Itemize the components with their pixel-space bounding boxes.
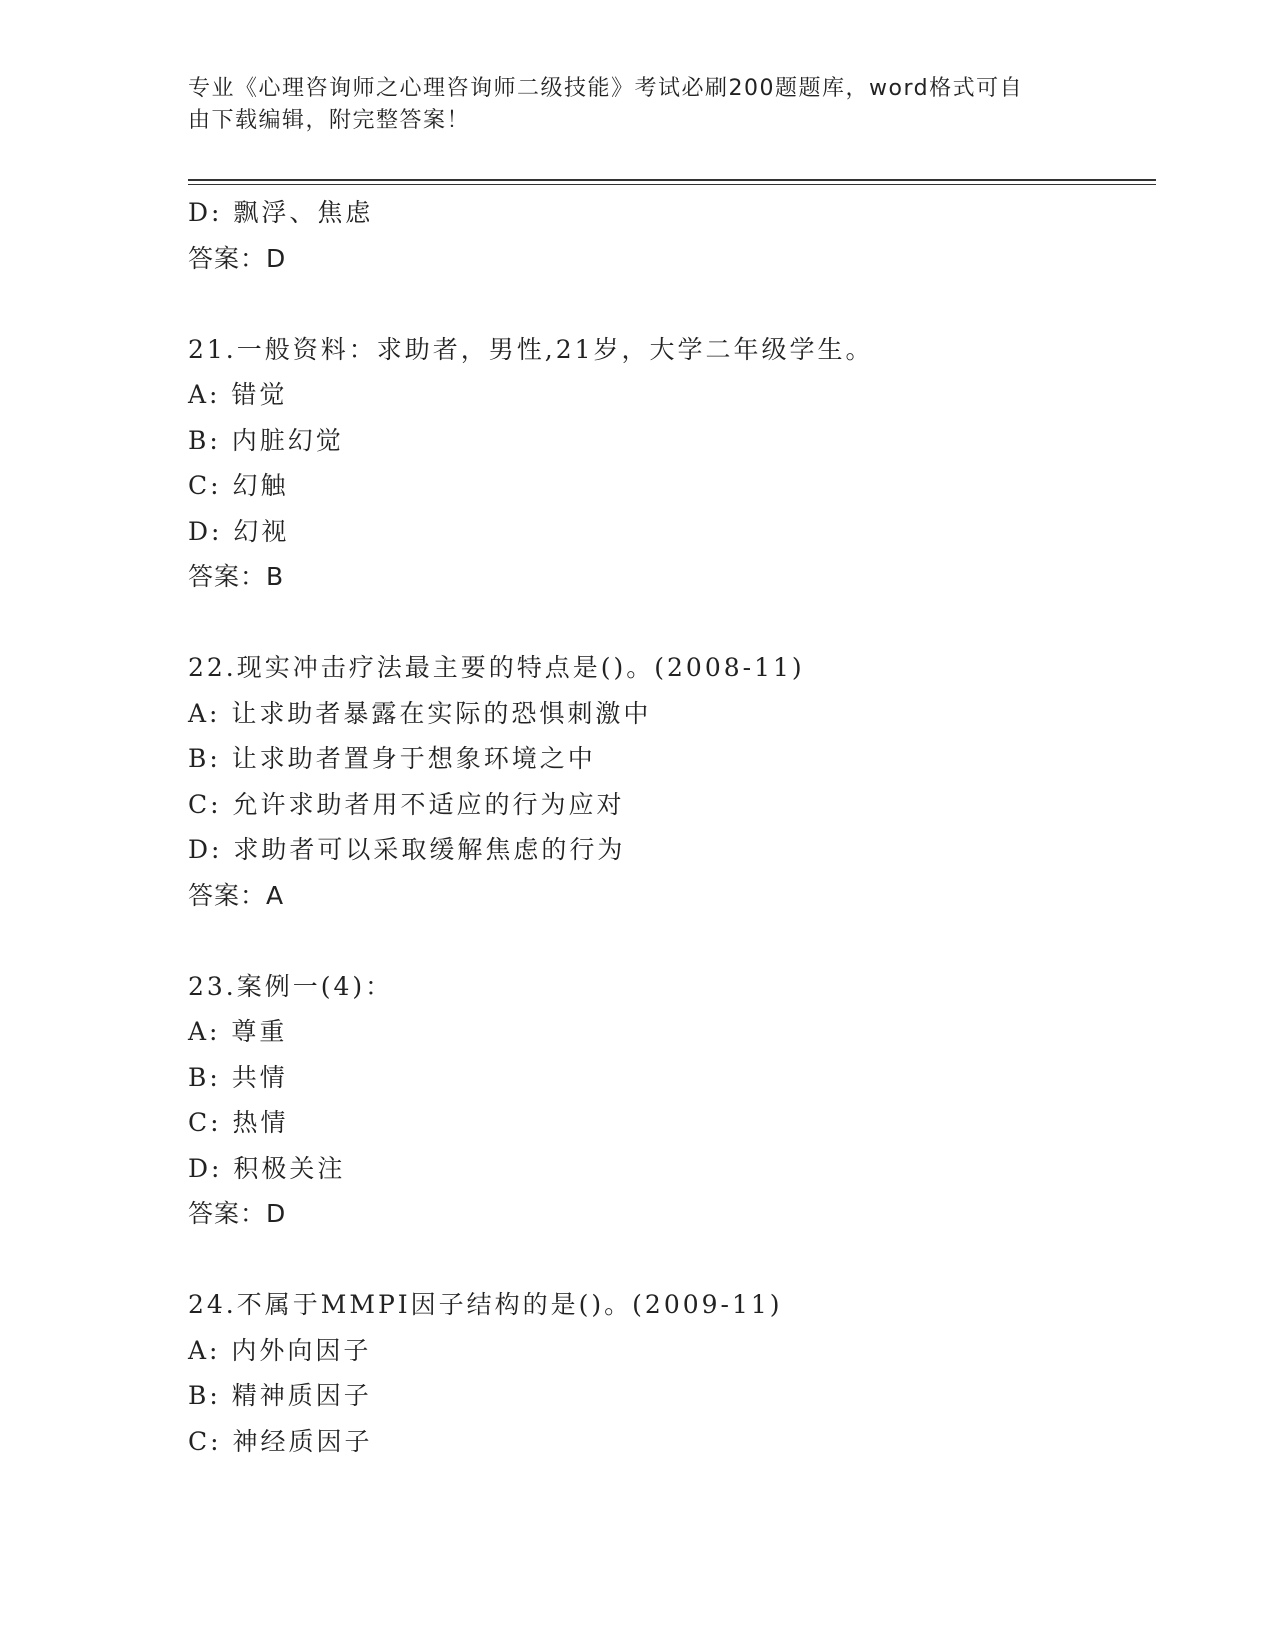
question-21 <box>188 327 1148 600</box>
option-b: B: 让求助者置身于想象环境之中 <box>188 744 596 773</box>
question-24 <box>188 1282 1148 1464</box>
question-stem: 23.案例一(4)： <box>188 971 394 1001</box>
question-stem: 21.一般资料：求助者，男性,21岁，大学二年级学生。 <box>188 334 874 364</box>
question-stem: 22.现实冲击疗法最主要的特点是()。(2008-11) <box>188 653 805 682</box>
option-a: A: 让求助者暴露在实际的恐惧刺激中 <box>188 698 652 728</box>
answer-line: 答案：A <box>188 880 285 910</box>
answer-line: 答案：D <box>188 1199 287 1228</box>
option-d: D: 幻视 <box>188 516 290 546</box>
option-a: A: 错觉 <box>188 380 288 409</box>
option-c: C: 允许求助者用不适应的行为应对 <box>188 789 625 819</box>
question-23 <box>188 964 1148 1237</box>
option-a: A: 尊重 <box>188 1017 288 1046</box>
option-d: D: 飘浮、焦虑 <box>188 198 374 227</box>
option-d: D: 积极关注 <box>188 1153 346 1183</box>
spacer <box>188 600 1148 646</box>
spacer <box>188 1237 1148 1283</box>
option-c: C: 热情 <box>188 1108 289 1137</box>
spacer <box>188 281 1148 327</box>
option-c: C: 幻触 <box>188 471 289 500</box>
option-b: B: 共情 <box>188 1062 288 1092</box>
spacer <box>188 918 1148 964</box>
header-line-2: 由下载编辑，附完整答案！ <box>188 108 471 133</box>
option-c: C: 神经质因子 <box>188 1426 373 1456</box>
answer-line: 答案：D <box>188 243 287 273</box>
question-stem: 24.不属于MMPI因子结构的是()。(2009-11) <box>188 1290 783 1319</box>
document-header <box>188 73 1068 137</box>
answer-line: 答案：B <box>188 562 285 591</box>
option-a: A: 内外向因子 <box>188 1335 372 1365</box>
option-d: D: 求助者可以采取缓解焦虑的行为 <box>188 835 626 864</box>
header-divider-thin <box>188 184 1156 185</box>
option-b: B: 精神质因子 <box>188 1381 372 1410</box>
header-line-1: 专业《心理咨询师之心理咨询师二级技能》考试必刷200题题库，word格式可自 <box>188 76 1024 101</box>
option-b: B: 内脏幻觉 <box>188 425 344 455</box>
question-list <box>188 190 1148 1464</box>
question-22 <box>188 645 1148 918</box>
header-divider-thick <box>188 179 1156 181</box>
